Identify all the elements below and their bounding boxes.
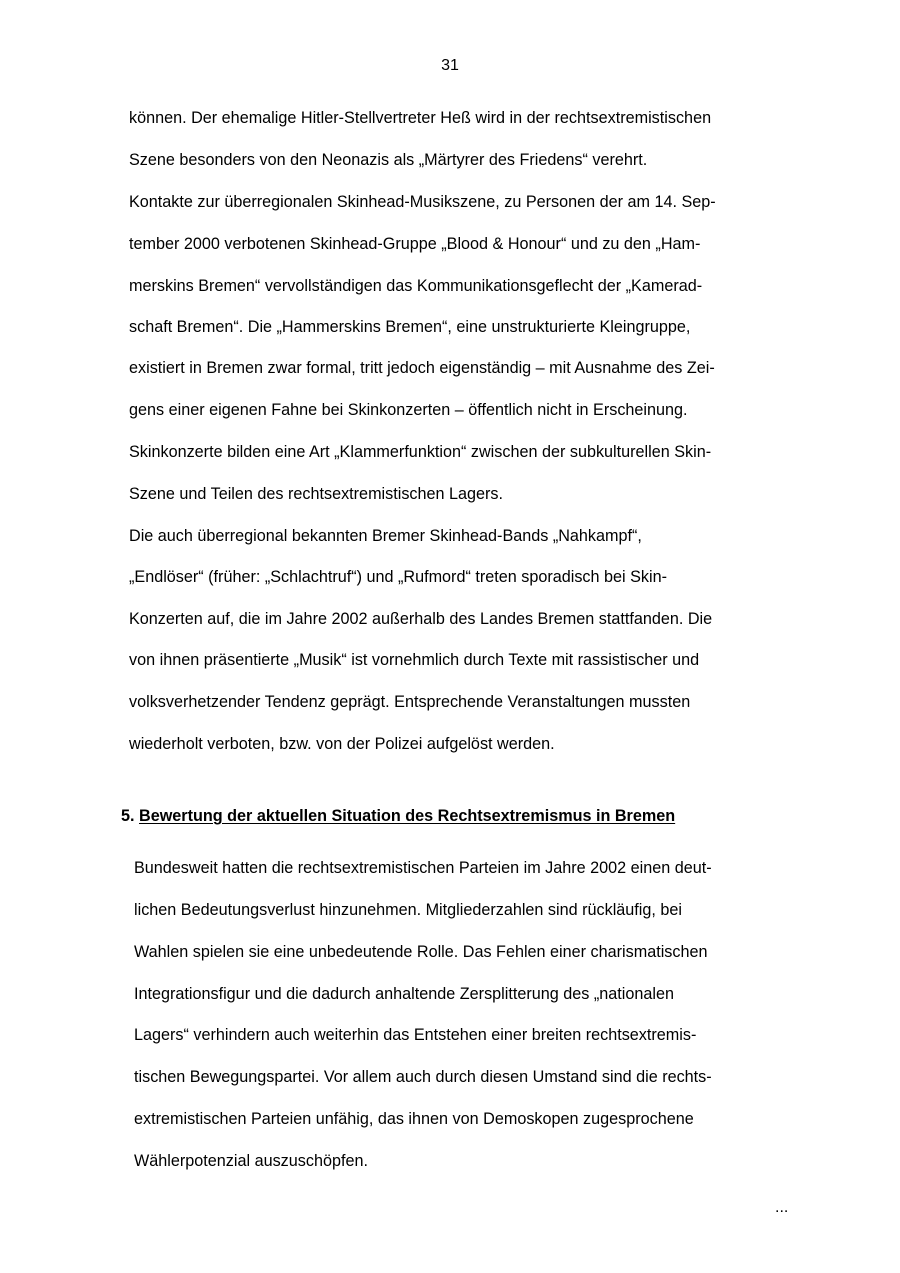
page-number: 31	[441, 57, 459, 74]
text-line: Bundesweit hatten die rechtsextremistischen Parteien im Jahre 2002 einen deut-	[134, 859, 712, 877]
text-line: Szene und Teilen des rechtsextremistischen Lagers.	[129, 485, 504, 503]
text-line: extremistischen Parteien unfähig, das ihnen von Demoskopen zugesprochene	[134, 1110, 694, 1128]
text-line: merskins Bremen“ vervollständigen das Kommunikationsgeflecht der „Kamerad-	[129, 277, 703, 295]
section-heading	[121, 806, 675, 826]
text-line: existiert in Bremen zwar formal, tritt jedoch eigenständig – mit Ausnahme des Zei-	[129, 359, 715, 377]
section-title: Bewertung der aktuellen Situation des Rechtsextremismus in Bremen	[139, 807, 676, 825]
text-line: Integrationsfigur und die dadurch anhaltende Zersplitterung des „nationalen	[134, 985, 674, 1003]
text-line: tischen Bewegungspartei. Vor allem auch durch diesen Umstand sind die rechts-	[134, 1068, 712, 1086]
text-line: wiederholt verboten, bzw. von der Polizei aufgelöst werden.	[129, 735, 555, 753]
text-line: Skinkonzerte bilden eine Art „Klammerfunktion“ zwischen der subkulturellen Skin-	[129, 443, 712, 461]
text-line: Wahlen spielen sie eine unbedeutende Rolle. Das Fehlen einer charismatischen	[134, 943, 708, 961]
text-line: Lagers“ verhindern auch weiterhin das Entstehen einer breiten rechtsextremis-	[134, 1026, 697, 1044]
text-line: tember 2000 verbotenen Skinhead-Gruppe „Blood & Honour“ und zu den „Ham-	[129, 235, 701, 253]
text-line: gens einer eigenen Fahne bei Skinkonzerten – öffentlich nicht in Erscheinung.	[129, 401, 688, 419]
text-line: Kontakte zur überregionalen Skinhead-Musikszene, zu Personen der am 14. Sep-	[129, 193, 716, 211]
text-line: können. Der ehemalige Hitler-Stellvertreter Heß wird in der rechtsextremistischen	[129, 109, 712, 127]
text-line: Konzerten auf, die im Jahre 2002 außerhalb des Landes Bremen stattfanden. Die	[129, 610, 713, 628]
text-line: Szene besonders von den Neonazis als „Märtyrer des Friedens“ verehrt.	[129, 151, 648, 169]
continuation-mark: ...	[775, 1199, 789, 1216]
text-line: schaft Bremen“. Die „Hammerskins Bremen“, eine unstrukturierte Kleingruppe,	[129, 318, 691, 336]
section-number: 5.	[121, 807, 135, 825]
text-line: Die auch überregional bekannten Bremer Skinhead-Bands „Nahkampf“,	[129, 527, 642, 545]
text-line: „Endlöser“ (früher: „Schlachtruf“) und „Rufmord“ treten sporadisch bei Skin-	[129, 568, 667, 586]
text-line: lichen Bedeutungsverlust hinzunehmen. Mitgliederzahlen sind rückläufig, bei	[134, 901, 683, 919]
text-line: Wählerpotenzial auszuschöpfen.	[134, 1152, 368, 1170]
text-line: volksverhetzender Tendenz geprägt. Entsprechende Veranstaltungen mussten	[129, 693, 691, 711]
text-line: von ihnen präsentierte „Musik“ ist vornehmlich durch Texte mit rassistischer und	[129, 651, 700, 669]
